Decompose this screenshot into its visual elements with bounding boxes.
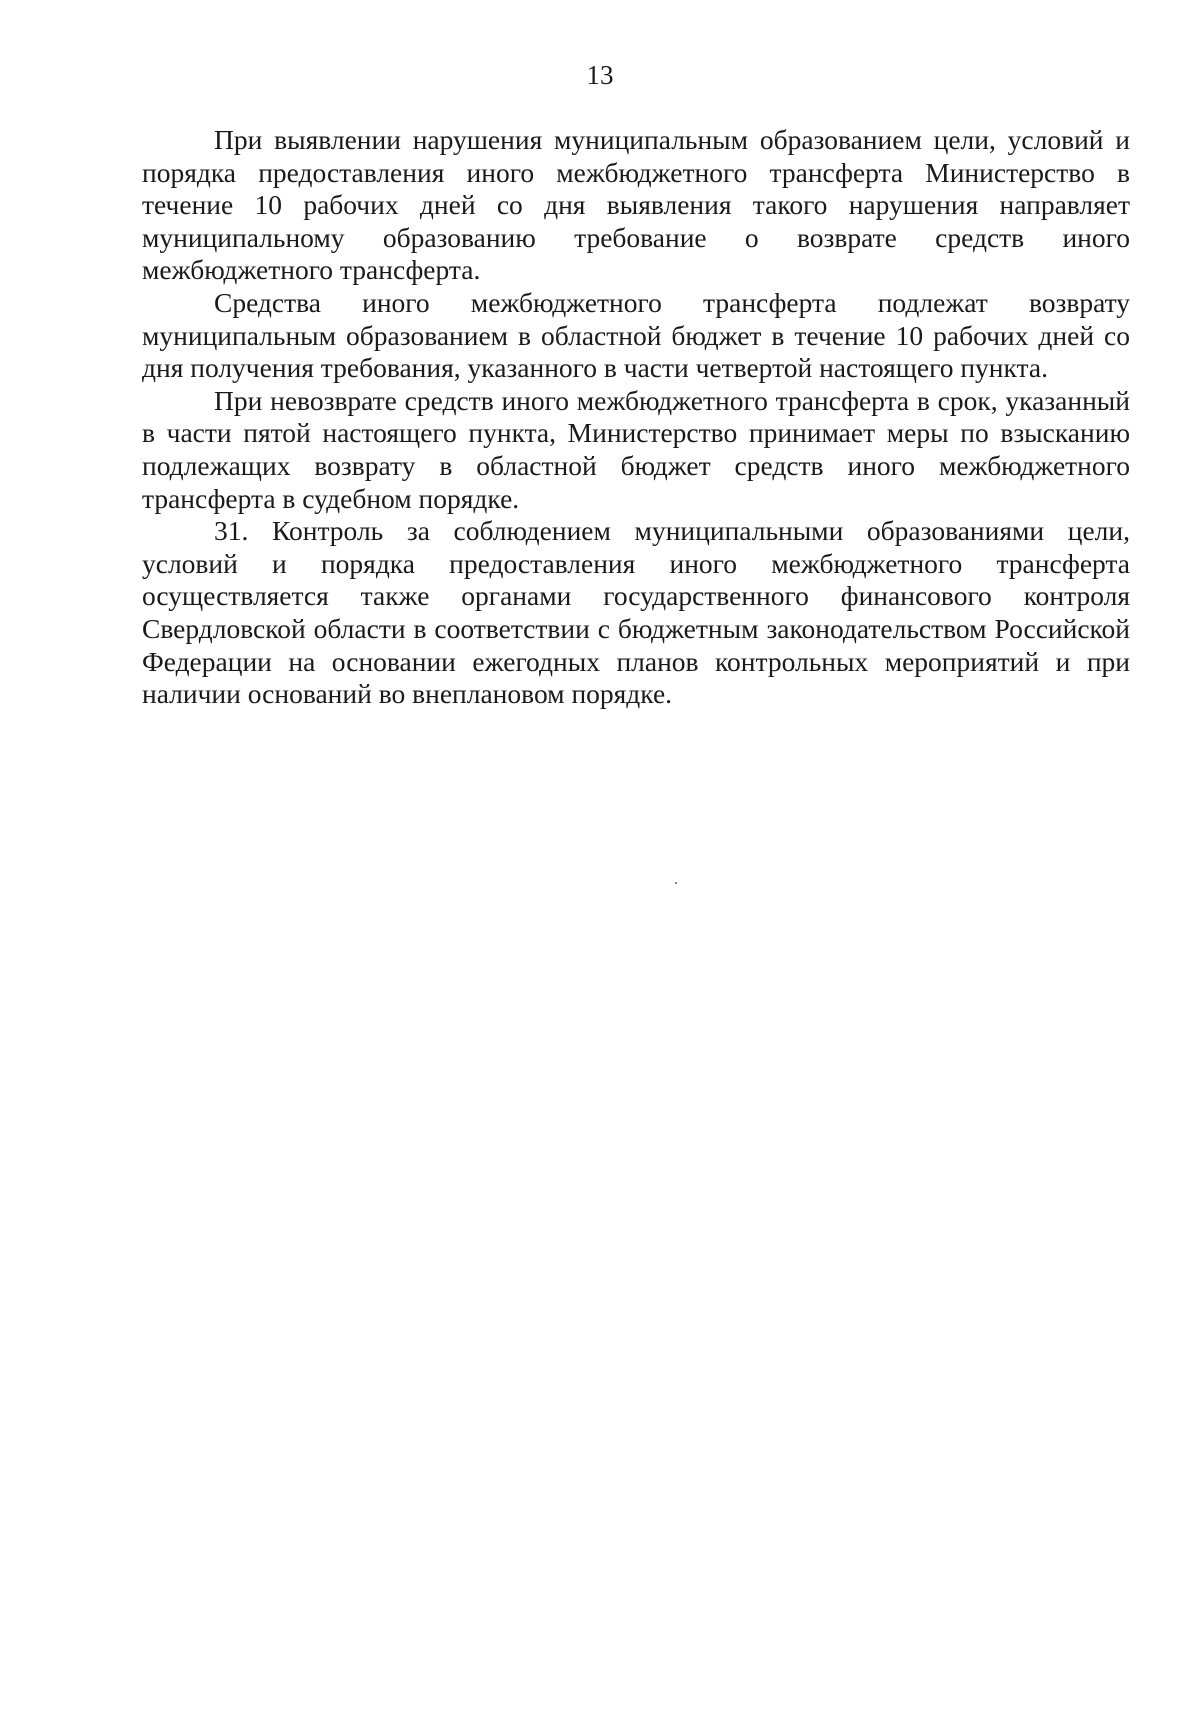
paragraph-non-return-enforcement: При невозврате средств иного межбюджетного трансферта в срок, указанный в части пятой настоящего пункта, Министерство принимает меры по взысканию подлежащих возврату в областной бюджет средств иного межбюджетного трансферта в судебном порядке. bbox=[142, 384, 1130, 514]
paragraph-funds-return: Средства иного межбюджетного трансферта подлежат возврату муниципальным образованием в областной бюджет в течение 10 рабочих дней со дня получения требования, указанного в части четвертой настоящего пункта. bbox=[142, 286, 1130, 384]
paragraph-violation-requirement: При выявлении нарушения муниципальным образованием цели, условий и порядка предоставления иного межбюджетного трансферта Министерство в течение 10 рабочих дней со дня выявления такого нарушения направляет муниципальному образованию требование о возврате средств иного межбюджетного трансферта. bbox=[142, 124, 1130, 286]
scan-speck bbox=[675, 882, 677, 884]
page-number: 13 bbox=[586, 60, 614, 90]
document-body bbox=[142, 124, 1130, 711]
paragraph-item-31-control: 31. Контроль за соблюдением муниципальными образованиями цели, условий и порядка предоставления иного межбюджетного трансферта осуществляется также органами государственного финансового контроля Свердловской области в соответствии с бюджетным законодательством Российской Федерации на основании ежегодных планов контрольных мероприятий и при наличии оснований во внеплановом порядке. bbox=[142, 515, 1130, 710]
